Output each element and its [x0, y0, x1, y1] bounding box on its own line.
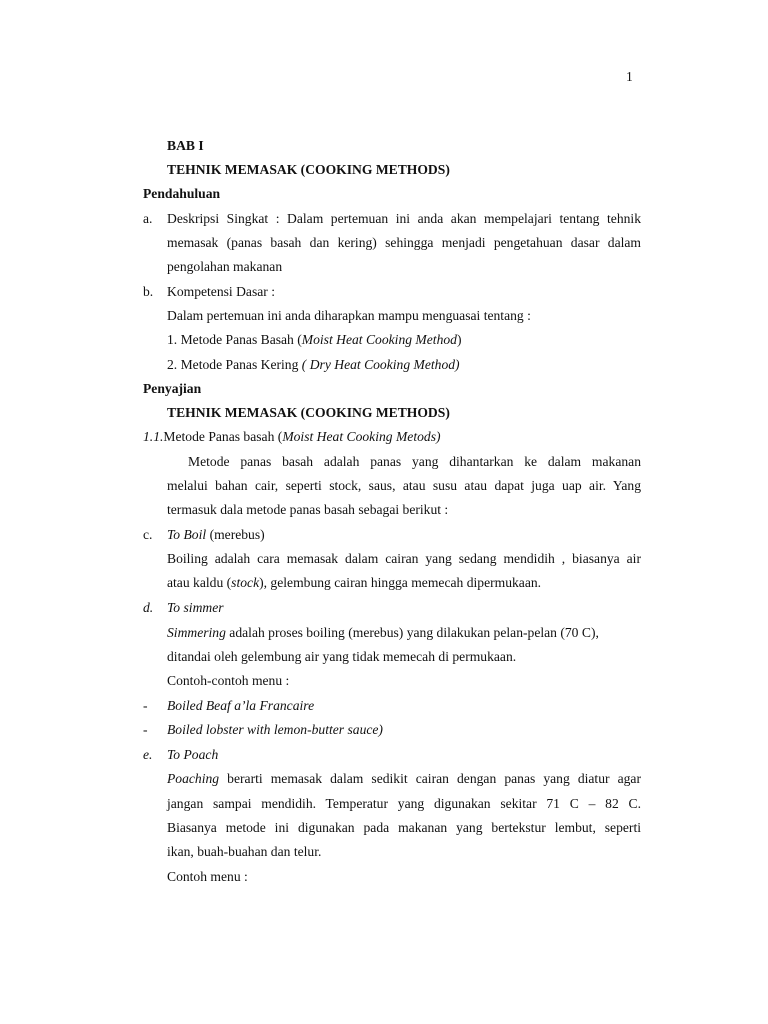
item-c-line-2-italic: stock [231, 575, 260, 590]
item-d-line-1 [167, 624, 599, 642]
list-marker-d: d. [143, 600, 154, 615]
example-dash-2: - [143, 722, 148, 737]
item-d-line-1-suffix: adalah proses boiling (merebus) yang dilakukan pelan-pelan (70 C), [225, 625, 599, 640]
item-c-line-2-suffix: ), gelembung cairan hingga memecah dipermukaan. [259, 575, 542, 590]
section-1-1-title-italic: Moist Heat Cooking Metods) [282, 429, 441, 444]
item-e-line-2: jangan sampai mendidih. Temperatur yang digunakan sekitar 71 C – 82 C. [167, 796, 641, 811]
item-a-line-1: Deskripsi Singkat : Dalam pertemuan ini anda akan mempelajari tentang tehnik [167, 211, 641, 226]
list-marker-a: a. [143, 211, 153, 226]
competency-item-1-suffix: ) [456, 332, 462, 347]
item-a-line-3: pengolahan makanan [167, 259, 283, 274]
section-1-1-para-line-2: melalui bahan cair, seperti stock, saus, atau susu atau dapat juga uap air. Yang [167, 478, 641, 493]
item-d-examples-label: Contoh-contoh menu : [167, 673, 290, 688]
section-1-1-title-prefix: Metode Panas basah ( [163, 429, 283, 444]
item-e-line-1-suffix: berarti memasak dalam sedikit cairan dengan panas yang diatur agar [219, 771, 641, 786]
intro-heading: Pendahuluan [143, 186, 221, 201]
example-dash-1: - [143, 698, 148, 713]
item-d-line-2: ditandai oleh gelembung air yang tidak memecah di permukaan. [167, 649, 517, 664]
section-1-1-para-line-3: termasuk dala metode panas basah sebagai berikut : [167, 502, 449, 517]
item-c-title-suffix: (merebus) [206, 527, 265, 542]
list-marker-b: b. [143, 284, 154, 299]
item-c-title [167, 526, 265, 544]
example-menu-item-1: Boiled Beaf a’la Francaire [167, 698, 315, 713]
item-e-line-1-italic: Poaching [167, 771, 220, 786]
list-marker-e: e. [143, 747, 153, 762]
competency-item-2-italic: ( Dry Heat Cooking Method) [301, 357, 460, 372]
presentation-heading: Penyajian [143, 381, 202, 396]
chapter-title: TEHNIK MEMASAK (COOKING METHODS) [167, 162, 450, 177]
item-e-line-1 [167, 770, 641, 788]
section-1-1-number: 1.1. [143, 429, 164, 444]
example-menu-item-2: Boiled lobster with lemon-butter sauce) [167, 722, 383, 737]
item-c-title-italic: To Boil [167, 527, 207, 542]
item-c-line-2 [167, 574, 541, 592]
item-d-line-1-italic: Simmering [167, 625, 226, 640]
item-e-title: To Poach [167, 747, 219, 762]
item-c-line-1: Boiling adalah cara memasak dalam cairan yang sedang mendidih , biasanya air [167, 551, 641, 566]
competency-item-1 [167, 331, 462, 349]
item-e-line-4: ikan, buah-buahan dan telur. [167, 844, 322, 859]
item-b-line-2: Dalam pertemuan ini anda diharapkan mampu menguasai tentang : [167, 308, 531, 323]
chapter-label: BAB I [167, 138, 204, 153]
item-e-menu-label: Contoh menu : [167, 869, 248, 884]
item-a-line-2: memasak (panas basah dan kering) sehingga menjadi pengetahuan dasar dalam [167, 235, 641, 250]
item-b-line-1: Kompetensi Dasar : [167, 284, 275, 299]
competency-item-1-prefix: 1. Metode Panas Basah ( [167, 332, 302, 347]
item-d-title: To simmer [167, 600, 224, 615]
presentation-title: TEHNIK MEMASAK (COOKING METHODS) [167, 405, 450, 420]
page-number: 1 [626, 69, 633, 84]
list-marker-c: c. [143, 527, 153, 542]
item-e-line-3: Biasanya metode ini digunakan pada makanan yang bertekstur lembut, seperti [167, 820, 641, 835]
section-1-1-heading [143, 428, 441, 446]
competency-item-1-italic: Moist Heat Cooking Method [301, 332, 457, 347]
competency-item-2 [167, 356, 460, 374]
section-1-1-para-line-1: Metode panas basah adalah panas yang dihantarkan ke dalam makanan [188, 454, 641, 469]
competency-item-2-prefix: 2. Metode Panas Kering [167, 357, 302, 372]
item-c-line-2-prefix: atau kaldu ( [167, 575, 232, 590]
